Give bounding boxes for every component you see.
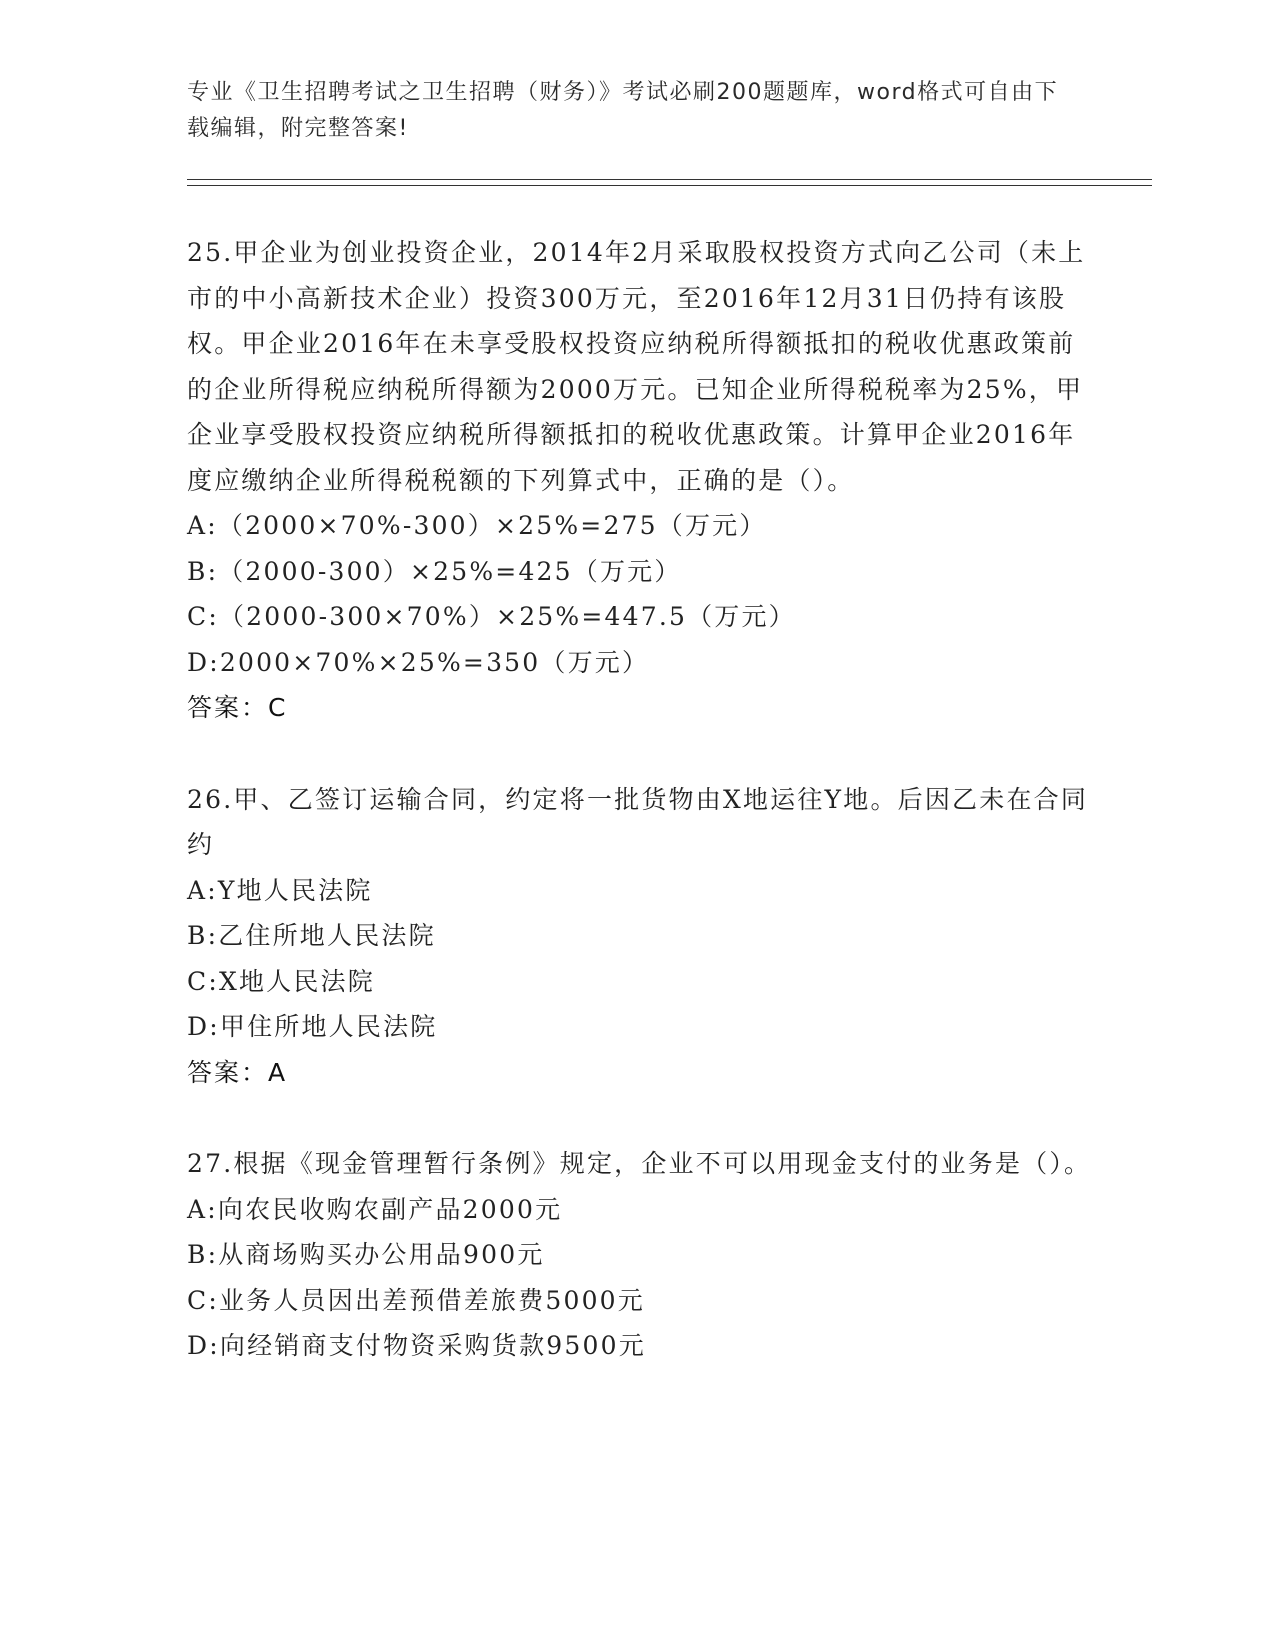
option-a: A:（2000×70%-300）×25%=275（万元）: [187, 511, 767, 540]
option-b: B:（2000-300）×25%=425（万元）: [187, 556, 682, 586]
answer-line: 答案：A: [187, 1057, 288, 1087]
option-c: C:（2000-300×70%）×25%=447.5（万元）: [187, 602, 796, 631]
header-divider: [187, 179, 1152, 186]
question-26: [187, 777, 1092, 1096]
question-27: [187, 1141, 1092, 1369]
question-list: [187, 230, 1092, 1415]
option-a: A:向农民收购农副产品2000元: [187, 1194, 563, 1224]
page-header: 专业《卫生招聘考试之卫生招聘（财务）》考试必刷200题题库，word格式可自由下载编辑，附完整答案!: [187, 80, 1059, 141]
option-d: D:2000×70%×25%=350（万元）: [187, 647, 650, 677]
option-a: A:Y地人民法院: [187, 875, 373, 905]
question-stem: 27.根据《现金管理暂行条例》规定，企业不可以用现金支付的业务是（）。: [187, 1149, 1092, 1178]
question-stem: 26.甲、乙签订运输合同，约定将一批货物由X地运往Y地。后因乙未在合同约: [187, 784, 1089, 859]
option-b: B:乙住所地人民法院: [187, 921, 436, 950]
question-25: [187, 230, 1092, 731]
option-c: C:X地人民法院: [187, 966, 375, 996]
option-d: D:向经销商支付物资采购货款9500元: [187, 1331, 646, 1360]
question-stem: 25.甲企业为创业投资企业，2014年2月采取股权投资方式向乙公司（未上市的中小高新技术企业）投资300万元，至2016年12月31日仍持有该股权。甲企业2016年在未享受股权投资应纳税所得额抵扣的税收优惠政策前的企业所得税应纳税所得额为2000万元。已知企业所得税税率为25%，甲企业享受股权投资应纳税所得额抵扣的税收优惠政策。计算甲企业2016年度应缴纳企业所得税税额的下列算式中，正确的是（）。: [187, 238, 1086, 495]
answer-line: 答案：C: [187, 693, 288, 722]
option-c: C:业务人员因出差预借差旅费5000元: [187, 1285, 645, 1315]
option-b: B:从商场购买办公用品900元: [187, 1240, 545, 1269]
option-d: D:甲住所地人民法院: [187, 1012, 438, 1041]
